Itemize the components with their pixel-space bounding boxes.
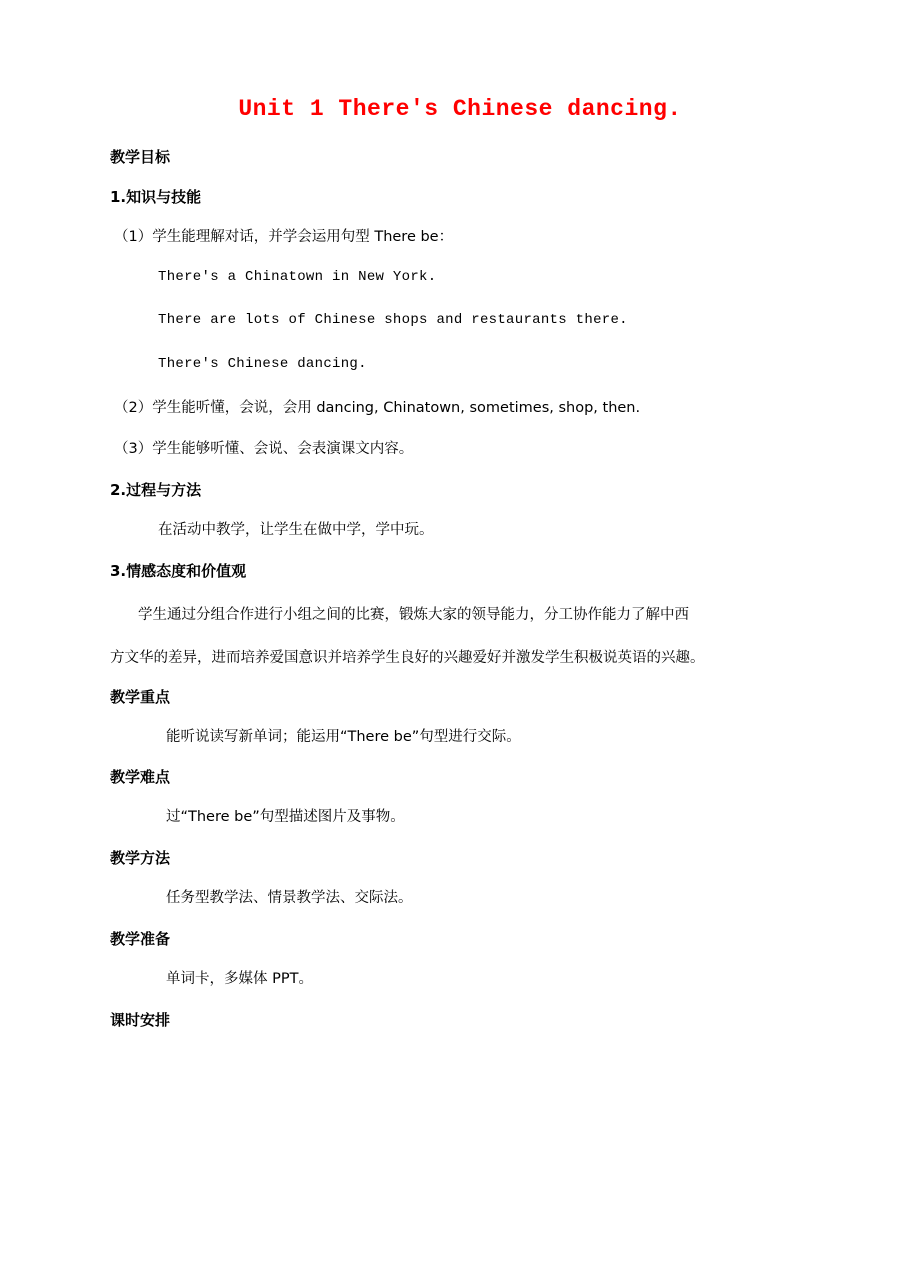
section-heading-schedule: 课时安排 xyxy=(110,1010,171,1029)
key-points-body: 能听说读写新单词；能运用“There be”句型进行交际。 xyxy=(166,728,521,745)
section-heading-methods: 教学方法 xyxy=(110,849,171,868)
attitude-values-body-line-2 xyxy=(110,644,810,673)
methods-body: 任务型教学法、情景教学法、交际法。 xyxy=(166,890,413,907)
example-sentence-3: There's Chinese dancing. xyxy=(158,355,367,372)
sub-heading-knowledge-skills: 1.知识与技能 xyxy=(110,187,202,206)
preparation-body: 单词卡，多媒体 PPT。 xyxy=(166,970,313,987)
example-sentence-1: There's a Chinatown in New York. xyxy=(158,268,437,285)
attitude-values-body-line-1 xyxy=(110,601,810,630)
sub-heading-process-methods: 2.过程与方法 xyxy=(110,480,202,499)
objective-item-2: （2）学生能听懂，会说，会用 dancing, Chinatown, sometimes, shop, then. xyxy=(114,400,641,417)
attitude-values-text-1: 学生通过分组合作进行小组之间的比赛，锻炼大家的领导能力，分工协作能力了解中西 xyxy=(138,606,689,623)
section-heading-key-points: 教学重点 xyxy=(110,687,171,706)
process-methods-body: 在活动中教学，让学生在做中学，学中玩。 xyxy=(158,521,434,538)
page-title: Unit 1 There's Chinese dancing. xyxy=(238,96,682,122)
objective-item-1: （1）学生能理解对话，并学会运用句型 There be： xyxy=(114,228,454,245)
sub-heading-attitude-values: 3.情感态度和价值观 xyxy=(110,561,247,580)
objective-item-3: （3）学生能够听懂、会说、会表演课文内容。 xyxy=(114,441,414,458)
section-heading-preparation: 教学准备 xyxy=(110,929,171,948)
section-heading-objectives: 教学目标 xyxy=(110,147,171,166)
example-sentence-2: There are lots of Chinese shops and restaurants there. xyxy=(158,312,628,329)
difficulties-body: 过“There be”句型描述图片及事物。 xyxy=(166,809,405,826)
attitude-values-text-2: 方文华的差异，进而培养爱国意识并培养学生良好的兴趣爱好并激发学生积极说英语的兴趣。 xyxy=(110,649,705,666)
section-heading-difficulties: 教学难点 xyxy=(110,768,171,787)
